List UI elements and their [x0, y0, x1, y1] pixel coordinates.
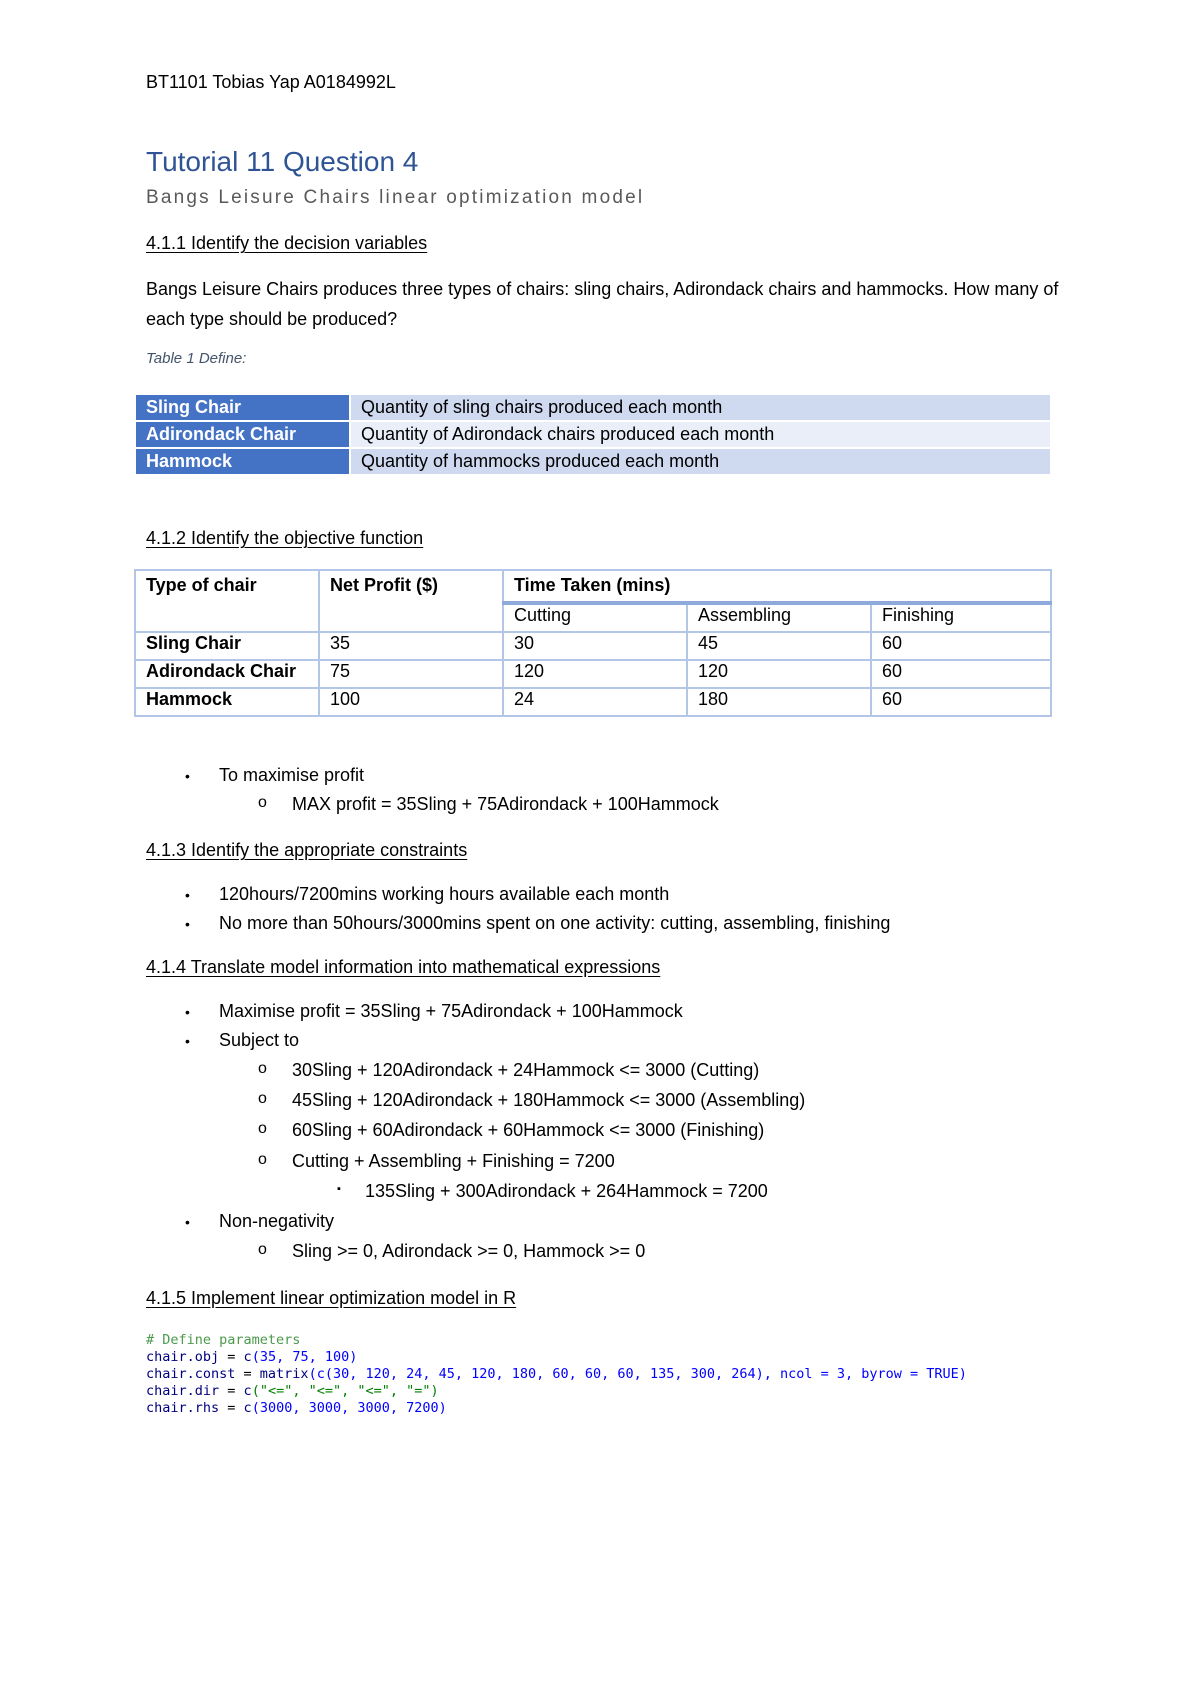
- section-heading-4-1-1: 4.1.1 Identify the decision variables: [146, 233, 428, 253]
- page-subtitle: Bangs Leisure Chairs linear optimization model: [146, 187, 645, 208]
- profit-time-table: [134, 569, 1052, 717]
- list-item: 60Sling + 60Adirondack + 60Hammock <= 3000 (Finishing): [292, 1120, 765, 1140]
- bullet-icon: •: [185, 768, 190, 784]
- table-cell: 60: [871, 660, 1051, 688]
- table-cell: Quantity of hammocks produced each month: [351, 449, 1050, 474]
- circle-bullet-icon: o: [258, 794, 267, 811]
- bullet-icon: •: [185, 887, 190, 903]
- code-comment: # Define parameters: [146, 1332, 301, 1348]
- page-title: Tutorial 11 Question 4: [146, 146, 419, 177]
- table-cell: 100: [319, 688, 503, 716]
- table-cell: 60: [871, 688, 1051, 716]
- column-header: Time Taken (mins): [503, 570, 1051, 603]
- code-token: c: [243, 1383, 252, 1399]
- code-token: matrix: [259, 1366, 309, 1382]
- section-heading-4-1-4: 4.1.4 Translate model information into mathematical expressions: [146, 957, 661, 977]
- table-cell: 120: [687, 660, 871, 688]
- list-item: Cutting + Assembling + Finishing = 7200: [292, 1151, 615, 1171]
- table-cell: 75: [319, 660, 503, 688]
- table-cell: 180: [687, 688, 871, 716]
- code-token: c: [243, 1400, 252, 1416]
- table-cell: Adirondack Chair: [135, 660, 319, 688]
- table-cell: Quantity of Adirondack chairs produced each month: [351, 422, 1050, 447]
- table-row: [136, 422, 1050, 447]
- section-paragraph: Bangs Leisure Chairs produces three types of chairs: sling chairs, Adirondack chairs and hammocks. How many of each type should be produced?: [146, 279, 1059, 329]
- code-token: =: [219, 1349, 244, 1365]
- code-token: ("<=", "<=", "<=", "="): [251, 1383, 439, 1399]
- code-token: (35, 75, 100): [251, 1349, 358, 1365]
- table-row: [136, 449, 1050, 474]
- circle-bullet-icon: o: [258, 1120, 267, 1137]
- table-row: [135, 688, 1051, 716]
- list-item: 135Sling + 300Adirondack + 264Hammock = 7200: [365, 1181, 768, 1201]
- code-token: (3000, 3000, 3000, 7200): [251, 1400, 447, 1416]
- table-caption: Table 1 Define:: [146, 350, 247, 367]
- circle-bullet-icon: o: [258, 1060, 267, 1077]
- code-token: chair.dir: [146, 1383, 220, 1399]
- table-cell: Hammock: [136, 449, 351, 474]
- section-heading-4-1-5: 4.1.5 Implement linear optimization model in R: [146, 1288, 517, 1308]
- code-line: [146, 1349, 967, 1366]
- table-cell: 45: [687, 632, 871, 660]
- code-token: c: [243, 1349, 252, 1365]
- bullet-icon: •: [185, 1004, 190, 1020]
- bullet-icon: •: [185, 1214, 190, 1230]
- table-cell: Quantity of sling chairs produced each month: [351, 395, 1050, 420]
- list-item: Subject to: [219, 1030, 300, 1050]
- code-token: chair.const: [146, 1366, 236, 1382]
- column-header: Type of chair: [135, 570, 319, 632]
- table-header-row: [135, 570, 1051, 603]
- circle-bullet-icon: o: [258, 1090, 267, 1107]
- square-bullet-icon: ▪: [337, 1183, 341, 1195]
- list-item: To maximise profit: [219, 765, 365, 785]
- table-row: [135, 632, 1051, 660]
- table-cell: 24: [503, 688, 687, 716]
- table-cell: Hammock: [135, 688, 319, 716]
- table-row: [136, 395, 1050, 420]
- list-item: MAX profit = 35Sling + 75Adirondack + 100Hammock: [292, 794, 719, 814]
- code-line: [146, 1366, 967, 1383]
- bullet-icon: •: [185, 1033, 190, 1049]
- list-item: Sling >= 0, Adirondack >= 0, Hammock >= 0: [292, 1241, 646, 1261]
- r-code-block: [146, 1332, 967, 1417]
- table-cell: Adirondack Chair: [136, 422, 351, 447]
- code-token: =: [219, 1400, 244, 1416]
- table-cell: Sling Chair: [135, 632, 319, 660]
- code-token: =: [235, 1366, 260, 1382]
- page-header: BT1101 Tobias Yap A0184992L: [146, 72, 396, 92]
- code-token: chair.obj: [146, 1349, 220, 1365]
- circle-bullet-icon: o: [258, 1151, 267, 1168]
- section-heading-4-1-2: 4.1.2 Identify the objective function: [146, 528, 424, 548]
- code-token: (c(30, 120, 24, 45, 120, 180, 60, 60, 60, 135, 300, 264), ncol = 3, byrow = TRUE): [308, 1366, 967, 1382]
- list-item: Maximise profit = 35Sling + 75Adirondack + 100Hammock: [219, 1001, 683, 1021]
- list-item: Non-negativity: [219, 1211, 335, 1231]
- table-cell: 35: [319, 632, 503, 660]
- list-item: 30Sling + 120Adirondack + 24Hammock <= 3000 (Cutting): [292, 1060, 760, 1080]
- column-subheader: Assembling: [687, 603, 871, 632]
- list-item: 45Sling + 120Adirondack + 180Hammock <= 3000 (Assembling): [292, 1090, 806, 1110]
- code-line: [146, 1383, 967, 1400]
- section-heading-4-1-3: 4.1.3 Identify the appropriate constraints: [146, 840, 468, 860]
- table-cell: 30: [503, 632, 687, 660]
- code-token: =: [219, 1383, 244, 1399]
- column-header: Net Profit ($): [319, 570, 503, 632]
- column-subheader: Finishing: [871, 603, 1051, 632]
- bullet-icon: •: [185, 916, 190, 932]
- table-cell: 120: [503, 660, 687, 688]
- code-line: [146, 1400, 967, 1417]
- code-line: [146, 1332, 967, 1349]
- table-row: [135, 660, 1051, 688]
- code-token: chair.rhs: [146, 1400, 220, 1416]
- table-cell: Sling Chair: [136, 395, 351, 420]
- define-table: [136, 393, 1050, 476]
- list-item: No more than 50hours/3000mins spent on one activity: cutting, assembling, finishing: [219, 913, 891, 933]
- list-item: 120hours/7200mins working hours available each month: [219, 884, 670, 904]
- table-cell: 60: [871, 632, 1051, 660]
- column-subheader: Cutting: [503, 603, 687, 632]
- circle-bullet-icon: o: [258, 1241, 267, 1258]
